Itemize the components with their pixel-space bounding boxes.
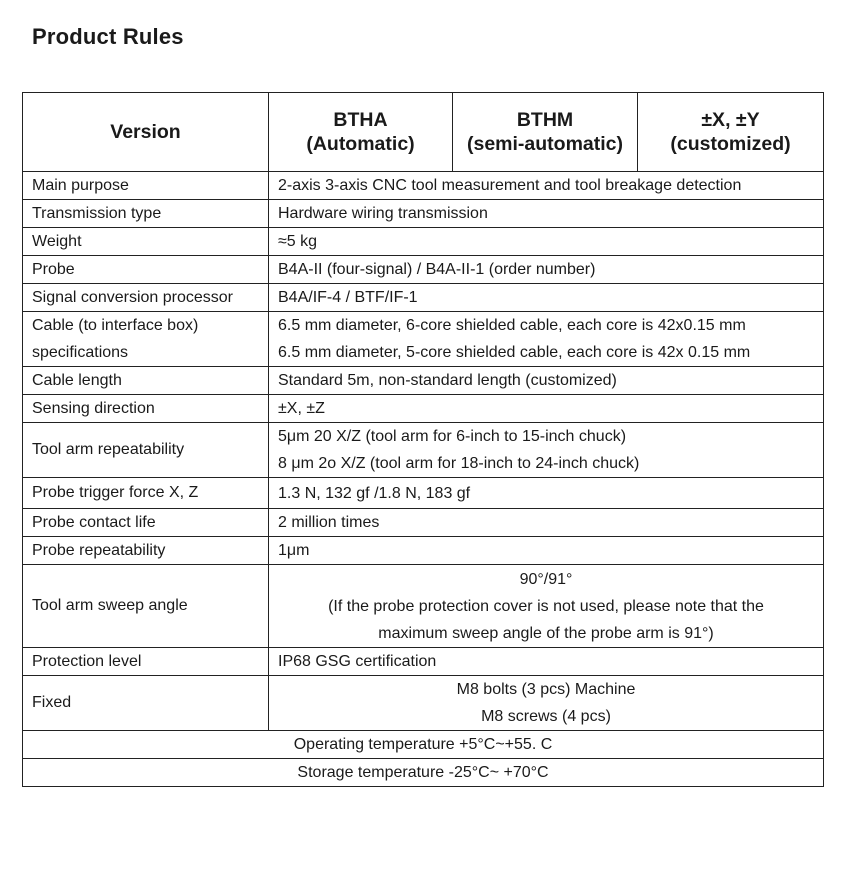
- row-label-sweep-angle: Tool arm sweep angle: [23, 565, 269, 648]
- header-bthm: BTHM (semi-automatic): [453, 93, 638, 172]
- row-value-protection: IP68 GSG certification: [269, 648, 824, 676]
- row-value-tool-arm-repeatability: 5μm 20 X/Z (tool arm for 6-inch to 15-inch chuck) 8 μm 2o X/Z (tool arm for 18-inch to 24-inch chuck): [269, 423, 824, 478]
- row-label-trigger-force: Probe trigger force X, Z: [23, 478, 269, 509]
- table-row: [23, 284, 824, 312]
- table-row: [23, 731, 824, 759]
- row-label-sensing: Sensing direction: [23, 395, 269, 423]
- row-label-probe-repeatability: Probe repeatability: [23, 537, 269, 565]
- row-label-weight: Weight: [23, 228, 269, 256]
- row-value-probe-repeatability: 1μm: [269, 537, 824, 565]
- row-label-main-purpose: Main purpose: [23, 172, 269, 200]
- table-row: [23, 478, 824, 509]
- table-row: [23, 200, 824, 228]
- table-row: [23, 228, 824, 256]
- row-label-probe: Probe: [23, 256, 269, 284]
- row-value-cable-spec: 6.5 mm diameter, 6-core shielded cable, each core is 42x0.15 mm 6.5 mm diameter, 5-core shielded cable, each core is 42x 0.15 mm: [269, 312, 824, 367]
- table-row: [23, 565, 824, 648]
- row-value-signal: B4A/IF-4 / BTF/IF-1: [269, 284, 824, 312]
- table-header-row: [23, 93, 824, 172]
- row-value-sweep-angle: 90°/91° (If the probe protection cover is not used, please note that the maximum sweep angle of the probe arm is 91°): [269, 565, 824, 648]
- row-label-cable-spec: Cable (to interface box) specifications: [23, 312, 269, 367]
- row-value-trigger-force: 1.3 N, 132 gf /1.8 N, 183 gf: [269, 478, 824, 509]
- table-row: [23, 256, 824, 284]
- row-value-weight: ≈5 kg: [269, 228, 824, 256]
- product-spec-table: [22, 92, 824, 787]
- table-row: [23, 759, 824, 787]
- row-value-transmission: Hardware wiring transmission: [269, 200, 824, 228]
- table-row: [23, 509, 824, 537]
- row-label-tool-arm-repeatability: Tool arm repeatability: [23, 423, 269, 478]
- table-row: [23, 648, 824, 676]
- row-label-cable-length: Cable length: [23, 367, 269, 395]
- row-value-sensing: ±X, ±Z: [269, 395, 824, 423]
- row-value-main-purpose: 2-axis 3-axis CNC tool measurement and tool breakage detection: [269, 172, 824, 200]
- header-btha: BTHA (Automatic): [269, 93, 453, 172]
- operating-temperature: Operating temperature +5°C~+55. C: [23, 731, 824, 759]
- row-value-probe: B4A-II (four-signal) / B4A-II-1 (order number): [269, 256, 824, 284]
- row-label-signal: Signal conversion processor: [23, 284, 269, 312]
- table-row: [23, 395, 824, 423]
- storage-temperature: Storage temperature -25°C~ +70°C: [23, 759, 824, 787]
- page-title: Product Rules: [32, 24, 184, 49]
- table-row: [23, 312, 824, 367]
- row-value-contact-life: 2 million times: [269, 509, 824, 537]
- header-customized: ±X, ±Y (customized): [638, 93, 824, 172]
- table-row: [23, 367, 824, 395]
- row-label-transmission: Transmission type: [23, 200, 269, 228]
- header-version: Version: [23, 93, 269, 172]
- row-label-fixed: Fixed: [23, 676, 269, 731]
- row-label-protection: Protection level: [23, 648, 269, 676]
- row-label-contact-life: Probe contact life: [23, 509, 269, 537]
- row-value-fixed: M8 bolts (3 pcs) Machine M8 screws (4 pcs): [269, 676, 824, 731]
- table-row: [23, 537, 824, 565]
- table-row: [23, 676, 824, 731]
- table-row: [23, 423, 824, 478]
- table-row: [23, 172, 824, 200]
- row-value-cable-length: Standard 5m, non-standard length (customized): [269, 367, 824, 395]
